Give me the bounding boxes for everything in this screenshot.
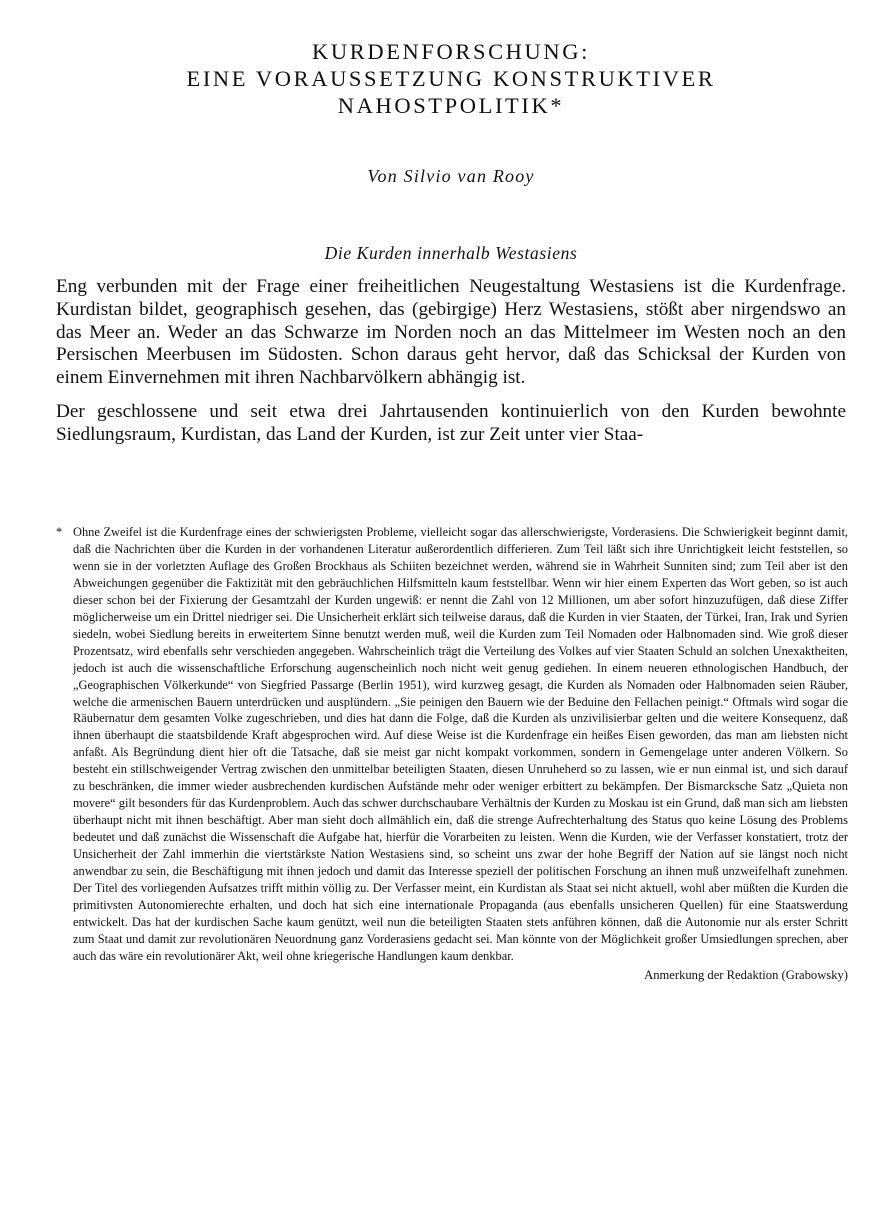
footnote-body xyxy=(56,524,848,965)
footnote-marker: * xyxy=(56,525,63,539)
title-line-2: EINE VORAUSSETZUNG KONSTRUKTIVER xyxy=(186,66,716,91)
title-line-3: NAHOSTPOLITIK* xyxy=(337,93,565,118)
author-byline: Von Silvio van Rooy xyxy=(367,166,535,186)
paragraph: Der geschlossene und seit etwa drei Jahrtausenden kontinuierlich von den Kurden bewohnte Siedlungsraum, Kurdistan, das Land der Kurden, ist zur Zeit unter vier Staa- xyxy=(56,400,846,445)
section-heading: Die Kurden innerhalb Westasiens xyxy=(324,243,578,263)
article xyxy=(56,38,846,458)
footnote xyxy=(56,524,848,984)
body-text xyxy=(56,276,846,447)
footnote-text: Ohne Zweifel ist die Kurdenfrage eines der schwierigsten Probleme, vielleicht sogar das allerschwierigste, Vorderasiens. Die Schwierigkeit beginnt damit, daß die Nachrichten über die Kurden in der vorhandenen Literatur außerordentlich differieren. Zum Teil läßt sich ihre Unrichtigkeit leicht feststellen, so wenn sie in der vorletzten Auflage des Großen Brockhaus als Schiiten bezeichnet werden, während sie in Wahrheit Sunniten sind; zum Teil aber ist den Abweichungen gegenüber die Faktizität mit den gebräuchlichen Hilfsmitteln kaum feststellbar. Wenn wir hier einem Experten das Wort geben, so ist auch dieser schon bei der Fixierung der Gesamtzahl der Kurden ungewiß: er nennt die Zahl von 12 Millionen, um aber sofort hinzuzufügen, daß diese Ziffer möglicherweise um ein Drittel niedriger sei. Die Unsicherheit erklärt sich teilweise daraus, daß die Kurden in vier Staaten, der Türkei, Iran, Irak und Syrien siedeln, wobei Siedlung bereits in erweitertem Sinne benutzt werden muß, weil die Kurden zum Teil Nomaden oder Halbnomaden sind. Wie groß dieser Prozentsatz, wird ebenfalls sehr verschieden angegeben. Wahrscheinlich trägt die Verteilung des Volkes auf vier Staaten Schuld an solchen Unexaktheiten, jedoch ist auch die wissenschaftliche Erforschung augenscheinlich noch nicht weit genug gediehen. In einem neueren ethnologischen Handbuch, der „Geographischen Völkerkunde“ von Siegfried Passarge (Berlin 1951), wird kurzweg gesagt, die Kurden als Nomaden oder Halbnomaden seien Räuber, welche die armenischen Bauern unterdrücken und ausplündern. „Sie peinigen den Bauern wie der Beduine den Fellachen peinigt.“ Oftmals wird sogar die Räubernatur dem gesamten Volke zugeschrieben, und dies hat dann die Folge, daß die Kurden als unzivilisierbar gelten und die weitere Konsequenz, daß ihnen überhaupt die staatsbildende Kraft abgesprochen wird. Auf diese Weise ist die Kurdenfrage ein heißes Eisen geworden, das man am liebsten nicht anfaßt. Als Begründung dient hier oft die Tatsache, daß sie meist gar nicht kompakt vorkommen, sondern in Gemengelage unter anderen Völkern. So besteht ein stillschweigender Vertrag zwischen den unmittelbar beteiligten Staaten, diesen Unruheherd so zu lassen, wie er nun einmal ist, und sich darauf zu beschränken, die immer wieder ausbrechenden kurdischen Aufstände mehr oder weniger erbittert zu bekämpfen. Der Bismarcksche Satz „Quieta non movere“ gilt besonders für das Kurdenproblem. Auch das schwer durchschaubare Verhältnis der Kurden zu Moskau ist ein Grund, daß man sich am liebsten überhaupt nicht mit ihnen beschäftigt. Aber man sieht doch allmählich ein, daß die strenge Aufrechterhaltung des Status quo keine Lösung des Problems bedeutet und daß zunächst die Wissenschaft die Aufgabe hat, hierfür die Vorarbeiten zu leisten. Wenn die Kurden, wie der Verfasser konstatiert, trotz der Unsicherheit der Zahl immerhin die viertstärkste Nation Westasiens sind, so scheint uns zwar der hohe Begriff der Nation auf sie längst noch nicht anwendbar zu sein, die Beschäftigung mit ihnen jedoch und damit das Interesse speziell der politischen Forschung an ihnen muß unzweifelhaft zunehmen. Der Titel des vorliegenden Aufsatzes trifft mithin völlig zu. Der Verfasser meint, ein Kurdistan als Staat sei nicht aktuell, wohl aber müßten die Kurden die primitivsten Autonomierechte erhalten, und doch hat sich eine internationale Propaganda (aus ebenfalls unsicheren Quellen) für eine Staatswerdung entwickelt. Das hat der kurdischen Sache kaum genützt, weil nun die beteiligten Staaten stets anführen können, daß die Autonomie nur als erster Schritt zum Staat und damit zur revolutionären Neuordnung ganz Vorderasiens gedacht sei. Man könnte von der Möglichkeit großer Umsiedlungen sprechen, aber auch das wäre ein revolutionärer Akt, weil ohne kriegerische Handlungen kaum denkbar. xyxy=(73,525,848,963)
title-line-1: KURDENFORSCHUNG: xyxy=(312,39,590,64)
footnote-signature: Anmerkung der Redaktion (Grabowsky) xyxy=(644,967,848,982)
article-title xyxy=(56,38,846,119)
paragraph: Eng verbunden mit der Frage einer freiheitlichen Neugestaltung Westasiens ist die Kurdenfrage. Kurdistan bildet, geographisch gesehen, das (gebirgige) Herz Westasiens, stößt aber nirgendswo an das Meer an. Weder an das Schwarze im Norden noch an das Mittelmeer im Westen noch an den Persischen Meerbusen im Südosten. Schon daraus geht hervor, daß das Schicksal der Kurden von einem Einvernehmen mit ihren Nachbarvölkern abhängig ist. xyxy=(56,276,846,389)
